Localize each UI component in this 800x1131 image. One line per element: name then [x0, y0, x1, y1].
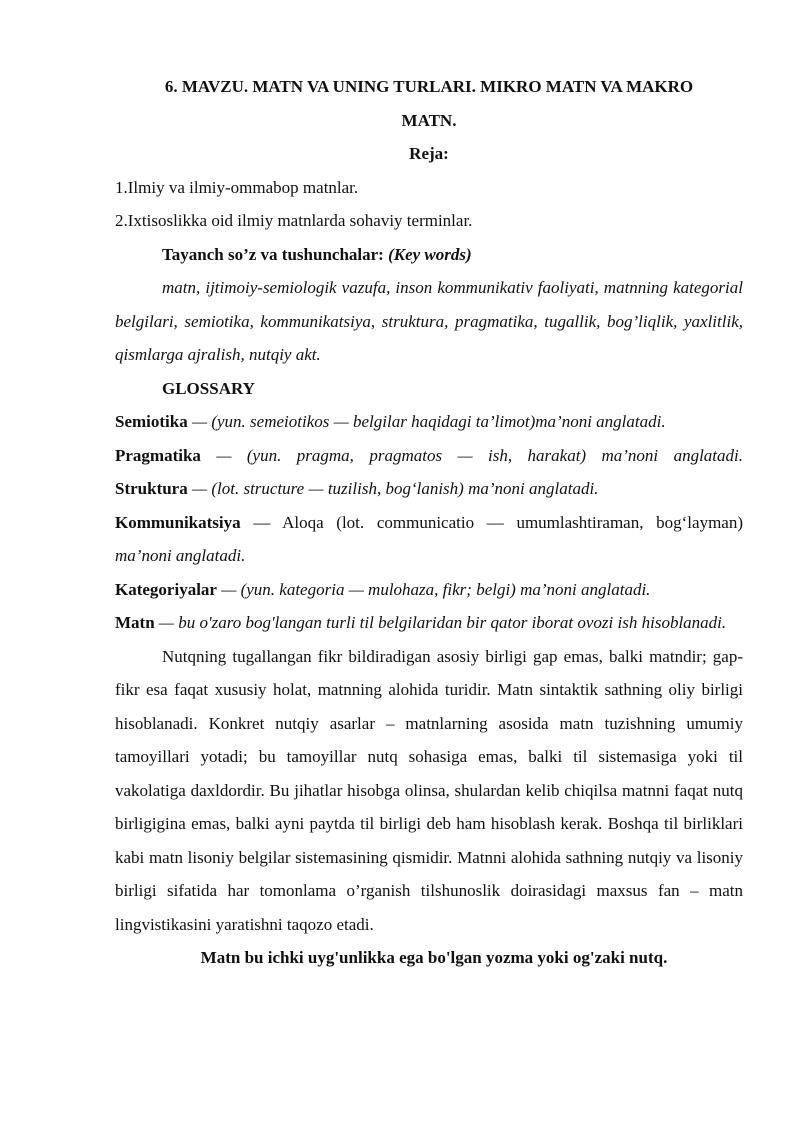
glossary-entry: [115, 573, 743, 607]
glossary-definition: — (yun. pragma, pragmatos — ish, harakat) ma’noni anglatadi.: [200, 445, 743, 465]
glossary-heading: GLOSSARY: [162, 378, 255, 398]
plan-list: [115, 171, 743, 238]
glossary-entry: [115, 405, 743, 439]
glossary-definition: — (lot. structure — tuzilish, bog‘lanish) ma’noni anglatadi.: [187, 479, 599, 498]
title-line-1: 6. MAVZU. MATN VA UNING TURLARI. MIKRO MATN VA MAKRO: [164, 77, 694, 96]
glossary-definition: — Aloqa (lot. communicatio — umumlashtiraman, bog‘layman): [240, 512, 743, 532]
glossary-definition-italic: ma’noni anglatadi.: [115, 546, 246, 565]
glossary-term: Matn: [115, 613, 155, 632]
title-line-2: MATN.: [401, 110, 457, 130]
keywords-label-en: (Key words): [388, 244, 472, 264]
keywords-label: Tayanch so’z va tushunchalar:: [162, 244, 384, 264]
keywords-text: matn, ijtimoiy-semiologik vazufa, inson kommunikativ faoliyati, matnning kategorial belgilari, semiotika, kommunikatsiya, struktura, pragmatika, tugallik, bog’liqlik, yaxlitlik, qismlarga ajralish, nutqiy akt.: [115, 278, 743, 364]
glossary-term: Kommunikatsiya: [115, 512, 241, 532]
page-title: [115, 70, 743, 137]
glossary-definition: — (yun. kategoria — mulohaza, fikr; belgi) ma’noni anglatadi.: [216, 579, 651, 599]
glossary-term: Semiotika: [115, 412, 188, 431]
plan-item: 1.Ilmiy va ilmiy-ommabop matnlar.: [115, 177, 359, 197]
body-paragraph: Nutqning tugallangan fikr bildiradigan asosiy birligi gap emas, balki matndir; gap-fikr esa faqat xususiy holat, matnning alohida turidir. Matn sintaktik sathning oliy birligi hisoblanadi. Konkret nutqiy asarlar – matnlarning asosida matn tuzishning umumiy tamoyillari yotadi; bu tamoyillar nutq sohasiga emas, balki til sistemasiga yoki til vakolatiga daxldordir. Bu jihatlar hisobga olinsa, shulardan kelib chiqilsa matnni faqat nutq birligigina emas, balki ayni paytda til birligi deb ham hisoblash kerak. Boshqa til birliklari kabi matn lisoniy belgilar sistemasining qismidir. Matnni alohida sathning nutqiy va lisoniy birligi sifatida har tomonlama o’rganish tilshunoslik doirasidagi maxsus fan – matn lingvistikasini yaratishni taqozo etadi.: [115, 646, 743, 934]
plan-heading: Reja:: [409, 144, 449, 163]
glossary-term: Kategoriyalar: [115, 579, 217, 599]
keywords-heading: [115, 238, 743, 272]
definition-line: Matn bu ichki uyg'unlikka ega bo'lgan yozma yoki og'zaki nutq.: [200, 948, 668, 967]
glossary-entry: [115, 506, 743, 573]
glossary-entry: [115, 472, 743, 506]
glossary-entry: [115, 606, 743, 640]
glossary-term: Pragmatika: [115, 445, 201, 465]
glossary-entry: [115, 439, 743, 473]
glossary-term: Struktura: [115, 479, 188, 498]
plan-item: 2.Ixtisoslikka oid ilmiy matnlarda sohaviy terminlar.: [115, 211, 473, 230]
glossary-definition: — bu o'zaro bog'langan turli til belgilaridan bir qator iborat ovozi ish hisoblanadi.: [154, 613, 727, 632]
document-page: [115, 70, 743, 975]
glossary-definition: — (yun. semeiotikos — belgilar haqidagi ta’limot)ma’noni anglatadi.: [187, 412, 666, 431]
